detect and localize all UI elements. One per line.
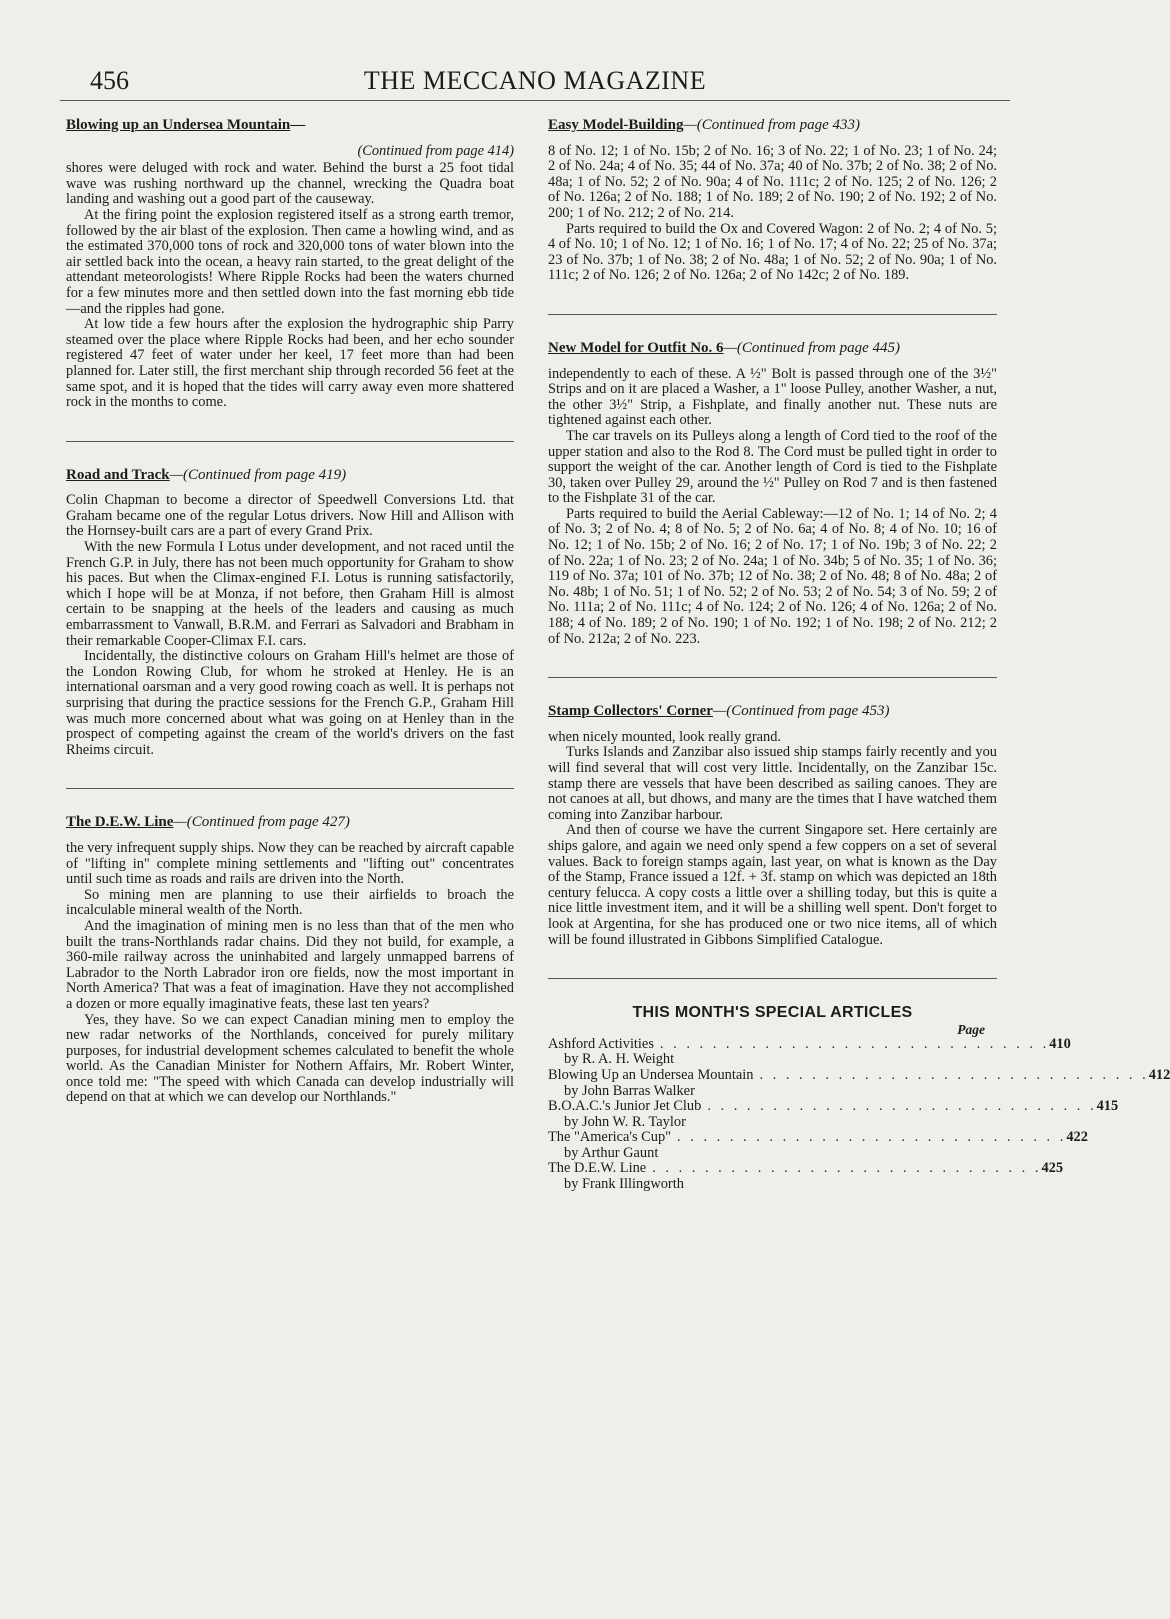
magazine-title: THE MECCANO MAGAZINE — [363, 66, 707, 95]
section-title: The D.E.W. Line — [66, 814, 174, 831]
article-entry — [548, 1160, 1064, 1193]
continued-note: —(Continued from page 445) — [723, 339, 901, 356]
left-column — [66, 118, 514, 1106]
section-title: Blowing up an Undersea Mountain — [66, 117, 291, 133]
paragraph: the very infrequent supply ships. Now they can be reached by aircraft capable of "lifting in" complete mining settlements and "lifting out" concentrates until such time as roads and rails are driven into the North. — [66, 839, 514, 888]
section-heading — [548, 118, 997, 134]
paragraph: Colin Chapman to become a director of Speedwell Conversions Ltd. that Graham became one of the regular Lotus drivers. Now Hill and Allison with the Hornsey-built cars are a part of every Grand Prix. — [66, 492, 514, 540]
leader-dots: . . . . . . . . . . . . . . . . . . . . . . . . . . . . . . — [677, 1129, 1067, 1146]
paragraph: The car travels on its Pulleys along a length of Cord tied to the roof of the upper station and also to the Rod 8. The Cord must be pulled tight in order to support the weight of the car. Another length of Cord is tied to the Fishplate 30, taken over Pulley 29, around the ½" Pulley on Rod 7 and is then fastened to the Fishplate 31 of the car. — [548, 427, 997, 507]
continued-note: —(Continued from page 427) — [173, 814, 350, 831]
paragraph: At the firing point the explosion registered itself as a strong earth tremor, followed by the air blast of the explosion. Then came a howling wind, and as the estimated 370,000 tons of rock and 320,000 tons of water blown into the air settled back into the ocean, a heavy rain started, to the great delight of the attendant meteorologists! Where Ripple Rocks had been the waters churned for a few minutes more and then settled down into the fast morning ebb tide—and the ripples had gone. — [66, 206, 514, 317]
leader-dots: . . . . . . . . . . . . . . . . . . . . . . . . . . . . . . — [759, 1066, 1149, 1083]
paragraph: 8 of No. 12; 1 of No. 15b; 2 of No. 16; 3 of No. 22; 1 of No. 23; 1 of No. 24; 2 of No. 24a; 4 of No. 35; 44 of No. 37a; 40 of No. 37b; 2 of No. 38; 2 of No. 48a; 1 of No. 52; 2 of No. 90a; 4 of No. 111c; 2 of No. 125; 2 of No. 126; 2 of No. 126a; 2 of No. 188; 1 of No. 189; 2 of No. 190; 2 of No. 192; 2 of No. 200; 1 of No. 212; 2 of No. 214. — [548, 142, 997, 221]
article-entry — [548, 1035, 1071, 1068]
special-articles-box — [548, 1004, 1170, 1193]
section-heading — [66, 815, 514, 831]
article-page: 422 — [1066, 1129, 1088, 1146]
article-title: Ashford Activities — [548, 1035, 654, 1052]
special-articles-title: THIS MONTH'S SPECIAL ARTICLES — [632, 1004, 913, 1022]
paragraph: independently to each of these. A ½" Bolt is passed through one of the 3½" Strips and on it are placed a Washer, a 1" loose Pulley, another Washer, a nut, the other 3½" Strip, a Fishplate, and finally another nut. These nuts are tightened against each other. — [548, 365, 997, 429]
continued-note: —(Continued from page 433) — [683, 117, 860, 133]
right-column — [548, 117, 1170, 1193]
paragraph: So mining men are planning to use their airfields to broach the incalculable mineral wealth of the North. — [66, 886, 514, 919]
article-entry — [548, 1098, 1119, 1130]
section-easy-model-building — [548, 118, 997, 284]
section-new-model-outfit — [548, 341, 997, 647]
section-title: New Model for Outfit No. 6 — [548, 339, 724, 356]
section-divider — [548, 677, 997, 678]
article-title: The D.E.W. Line — [548, 1160, 647, 1177]
paragraph: Parts required to build the Aerial Cableway:—12 of No. 1; 14 of No. 2; 4 of No. 3; 2 of No. 4; 8 of No. 5; 2 of No. 6a; 4 of No. 8; 4 of No. 10; 16 of No. 12; 1 of No. 15b; 2 of No. 16; 2 of No. 17; 1 of No. 19b; 3 of No. 22; 2 of No. 22a; 1 of No. 23; 2 of No. 24a; 1 of No. 34b; 5 of No. 35; 1 of No. 36; 119 of No. 37a; 101 of No. 37b; 12 of No. 38; 2 of No. 48; 8 of No. 48a; 2 of No. 48b; 1 of No. 51; 1 of No. 52; 2 of No. 53; 2 of No. 54; 3 of No. 59; 2 of No. 111a; 2 of No. 111c; 4 of No. 124; 2 of No. 126; 4 of No. 126a; 2 of No. 188; 4 of No. 189; 2 of No. 190; 1 of No. 192; 1 of No. 198; 2 of No. 212; 2 of No. 212a; 2 of No. 223. — [548, 505, 997, 647]
paragraph: With the new Formula I Lotus under development, and not raced until the French G.P. in July, there has not been much opportunity for Graham to show his paces. But when the Climax-engined F.I. Lotus is running satisfactorily, which I hope will be at Monza, if not before, then Graham Hill is almost certain to be snapping at the heels of the leaders and causing as much embarrassment to Vanwall, B.R.M. and Ferrari as Salvadori and Brabham in their remarkable Cooper-Climax F.I. cars. — [66, 539, 514, 649]
section-title: Road and Track — [66, 466, 170, 483]
paragraph: Parts required to build the Ox and Covered Wagon: 2 of No. 2; 4 of No. 5; 4 of No. 10; 1 of No. 12; 1 of No. 16; 1 of No. 17; 4 of No. 22; 25 of No. 37a; 23 of No. 37b; 1 of No. 38; 2 of No. 48a; 1 of No. 52; 2 of No. 90a; 1 of No. 111c; 2 of No. 126; 2 of No. 126a; 2 of No 142c; 2 of No. 189. — [548, 220, 997, 284]
section-divider — [66, 441, 514, 442]
article-title: B.O.A.C.'s Junior Jet Club — [548, 1098, 702, 1115]
paragraph: And the imagination of mining men is no less than that of the men who built the trans-Northlands radar chains. Did they not build, for example, a 360-mile railway across the uninhabited and largely unmapped barrens of Labrador to the North Labrador iron ore fields, now the most important in North America? That was a feat of imagination. Have they not accomplished a dozen or more equally imaginative feats, these last ten years? — [66, 917, 514, 1012]
article-author: by John Barras Walker — [564, 1082, 695, 1099]
page-column-header: Page — [957, 1021, 985, 1037]
section-heading — [66, 468, 514, 484]
paragraph: At low tide a few hours after the explosion the hydrographic ship Parry steamed over the place where Ripple Rocks had been, and her echo sounder registered 47 feet of water under her keel, 17 feet more than had been planned for. Later still, the first merchant ship through recorded 56 feet at the same spot, and it is hoped that the tides will carry away even more shattered rock in the months to come. — [66, 316, 514, 411]
section-stamp-collectors — [548, 704, 997, 948]
section-heading — [548, 704, 997, 720]
article-entry — [548, 1066, 1170, 1099]
section-undersea — [66, 118, 514, 411]
article-author: by John W. R. Taylor — [564, 1113, 686, 1130]
section-divider — [66, 788, 514, 789]
section-divider — [548, 978, 997, 979]
continued-note: —(Continued from page 419) — [169, 466, 347, 483]
paragraph: Yes, they have. So we can expect Canadian mining men to employ the new radar networks of the Northlands, conceived for purely military purposes, for industrial development schemes calculated to benefit the whole world. As the Canadian Minister for Nothern Affairs, Mr. Robert Winter, once told me: "The speed with which Canada can develop industrially will depend on that at which we can develop our Northlands." — [66, 1011, 514, 1106]
page-header — [60, 64, 1010, 101]
section-heading — [66, 118, 514, 134]
section-heading — [548, 341, 997, 357]
article-author: by Frank Illingworth — [564, 1176, 684, 1193]
article-title: Blowing Up an Undersea Mountain — [548, 1066, 754, 1083]
article-entry — [548, 1129, 1088, 1161]
article-author: by R. A. H. Weight — [564, 1051, 675, 1068]
continued-note: —(Continued from page 453) — [712, 703, 890, 720]
section-divider — [548, 314, 997, 315]
article-page: 410 — [1049, 1035, 1071, 1052]
continued-note: (Continued from page 414) — [357, 142, 514, 159]
page-number: 456 — [90, 66, 129, 95]
leader-dots: . . . . . . . . . . . . . . . . . . . . . . . . . . . . . . — [707, 1098, 1097, 1115]
section-road-and-track — [66, 468, 514, 759]
article-page: 415 — [1096, 1098, 1119, 1115]
section-dew-line — [66, 815, 514, 1106]
leader-dots: . . . . . . . . . . . . . . . . . . . . . . . . . . . . . . — [659, 1035, 1050, 1052]
article-title: The "America's Cup" — [548, 1129, 672, 1146]
paragraph: when nicely mounted, look really grand. — [548, 728, 781, 745]
article-page: 412 — [1148, 1066, 1170, 1083]
paragraph: Turks Islands and Zanzibar also issued ship stamps fairly recently and you will find several that will cost very little. Incidentally, on the Zanzibar 15c. stamp there are vessels that have been described as sailing canoes. They are not canoes at all, but dhows, and many are the times that I have watched them coming into Zanzibar harbour. — [548, 744, 997, 823]
leader-dots: . . . . . . . . . . . . . . . . . . . . . . . . . . . . . . — [652, 1160, 1042, 1177]
article-author: by Arthur Gaunt — [564, 1144, 659, 1161]
paragraph: And then of course we have the current Singapore set. Here certainly are ships galore, and again we need only spend a few coppers on a set of several values. Back to foreign stamps again, last year, on what is known as the Day of the Stamp, France issued a 12f. + 3f. stamp on which was depicted an 18th century felucca. A copy costs a little over a shilling today, but this is quite a nice little investment item, and it will be a shilling well spent. Don't forget to look at Argentina, for she has produced one or two nice items, all of which will be found illustrated in Gibbons Simplified Catalogue. — [548, 822, 997, 948]
article-page: 425 — [1041, 1160, 1064, 1177]
section-title: Easy Model-Building — [548, 117, 684, 133]
paragraph: Incidentally, the distinctive colours on Graham Hill's helmet are those of the London Rowing Club, for whom he stroked at Henley. He is an international oarsman and a very good rowing coach as well. It is perhaps not surprising that during the practice sessions for the French G.P., Graham Hill was much more concerned about what was going on at Henley than in the prospect of competing against the cream of the world's drivers on the fast Rheims circuit. — [66, 648, 514, 758]
section-dash: — — [290, 117, 306, 133]
paragraph: shores were deluged with rock and water. Behind the burst a 25 foot tidal wave was rushing northward up the channel, wrecking the Quadra boat landing and washing out a good part of the causeway. — [66, 160, 514, 208]
section-title: Stamp Collectors' Corner — [548, 703, 713, 720]
